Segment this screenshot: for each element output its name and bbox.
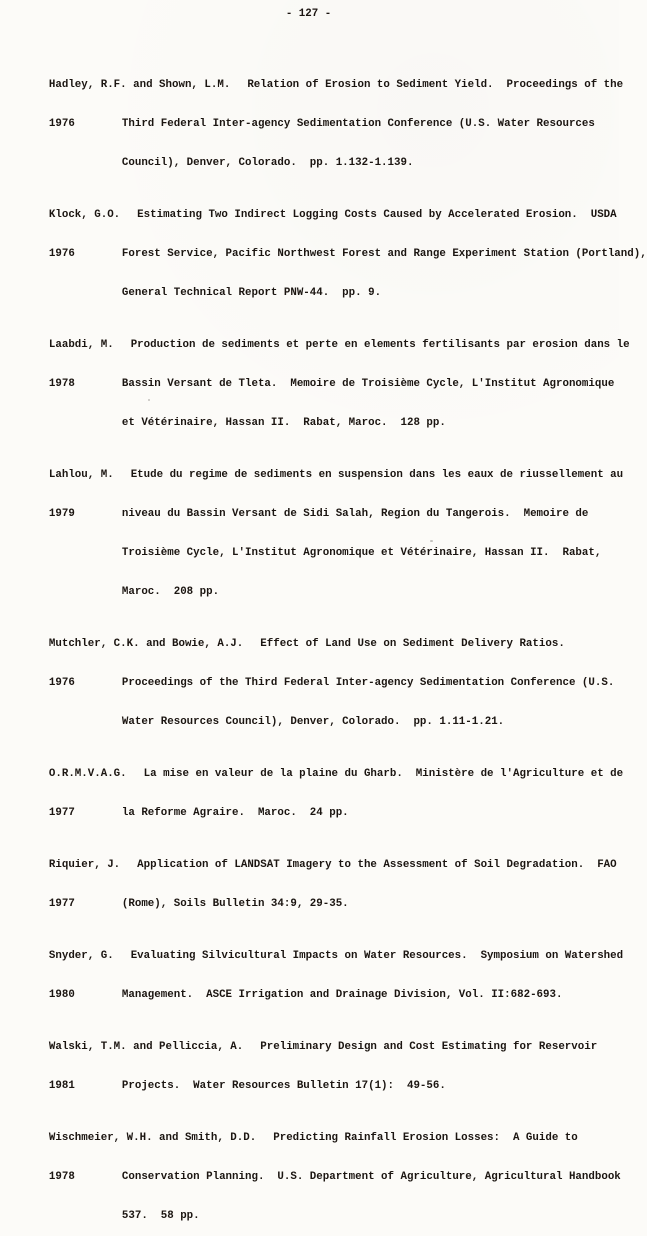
reference-line bbox=[10, 365, 617, 404]
reference-text-line: Bassin Versant de Tleta. Memoire de Troisième Cycle, L'Institut Agronomique bbox=[121, 378, 615, 390]
reference-line bbox=[10, 1197, 617, 1236]
reference-author: Klock, G.O. bbox=[48, 209, 121, 221]
reference-year: 1978 bbox=[48, 378, 75, 390]
reference-line bbox=[10, 274, 617, 313]
reference-text-line: Maroc. 208 pp. bbox=[121, 586, 220, 598]
reference-line bbox=[10, 1119, 617, 1158]
reference-entry bbox=[10, 1119, 621, 1236]
reference-author: Walski, T.M. and Pelliccia, A. bbox=[48, 1041, 244, 1053]
reference-line bbox=[10, 456, 624, 495]
reference-author: Hadley, R.F. and Shown, L.M. bbox=[48, 79, 231, 91]
reference-line bbox=[10, 703, 617, 742]
reference-text-line: Etude du regime de sediments en suspension dans les eaux de riussellement au bbox=[130, 469, 624, 481]
reference-text-line: General Technical Report PNW-44. pp. 9. bbox=[121, 287, 382, 299]
reference-line bbox=[10, 625, 617, 664]
reference-line bbox=[10, 534, 617, 573]
reference-entry bbox=[10, 456, 624, 612]
reference-year: 1981 bbox=[48, 1080, 75, 1092]
reference-line bbox=[10, 66, 624, 105]
reference-line bbox=[10, 1067, 617, 1106]
reference-year: 1980 bbox=[48, 989, 75, 1001]
reference-entry bbox=[10, 66, 624, 183]
reference-text-line: Council), Denver, Colorado. pp. 1.132-1.139. bbox=[121, 157, 414, 169]
reference-author: Mutchler, C.K. and Bowie, A.J. bbox=[48, 638, 244, 650]
reference-entry bbox=[10, 755, 624, 833]
reference-text-line: la Reforme Agraire. Maroc. 24 pp. bbox=[121, 807, 349, 819]
reference-author: Lahlou, M. bbox=[48, 469, 114, 481]
reference-text-line: Estimating Two Indirect Logging Costs Caused by Accelerated Erosion. USDA bbox=[137, 209, 617, 221]
reference-text-line: (Rome), Soils Bulletin 34:9, 29-35. bbox=[121, 898, 349, 910]
reference-entry bbox=[10, 326, 630, 443]
reference-text-line: Management. ASCE Irrigation and Drainage Division, Vol. II:682-693. bbox=[121, 989, 563, 1001]
reference-line bbox=[10, 846, 617, 885]
reference-line bbox=[10, 1158, 621, 1197]
reference-text-line: Third Federal Inter-agency Sedimentation Conference (U.S. Water Resources bbox=[121, 118, 595, 130]
scan-artifact bbox=[430, 540, 433, 542]
reference-text-line: Relation of Erosion to Sediment Yield. Proceedings of the bbox=[247, 79, 624, 91]
reference-line bbox=[10, 937, 624, 976]
reference-year: 1976 bbox=[48, 248, 75, 260]
reference-line bbox=[10, 885, 617, 924]
reference-entry bbox=[10, 196, 647, 313]
reference-text-line: Forest Service, Pacific Northwest Forest and Range Experiment Station (Portland), bbox=[121, 248, 647, 260]
reference-line bbox=[10, 1028, 617, 1067]
reference-text-line: Proceedings of the Third Federal Inter-agency Sedimentation Conference (U.S. bbox=[121, 677, 615, 689]
reference-line bbox=[10, 404, 617, 443]
reference-line bbox=[10, 794, 617, 833]
reference-text-line: Application of LANDSAT Imagery to the Assessment of Soil Degradation. FAO bbox=[137, 859, 617, 871]
reference-author: Snyder, G. bbox=[48, 950, 114, 962]
reference-author: O.R.M.V.A.G. bbox=[48, 768, 127, 780]
reference-line bbox=[10, 196, 617, 235]
reference-author: Laabdi, M. bbox=[48, 339, 114, 351]
reference-author: Riquier, J. bbox=[48, 859, 121, 871]
reference-text-line: La mise en valeur de la plaine du Gharb. Ministère de l'Agriculture et de bbox=[143, 768, 624, 780]
reference-text-line: Evaluating Silvicultural Impacts on Water Resources. Symposium on Watershed bbox=[130, 950, 624, 962]
reference-text-line: Effect of Land Use on Sediment Delivery Ratios. bbox=[260, 638, 565, 650]
reference-line bbox=[10, 326, 630, 365]
reference-text-line: Troisième Cycle, L'Institut Agronomique et Vétérinaire, Hassan II. Rabat, bbox=[121, 547, 602, 559]
reference-author: Wischmeier, W.H. and Smith, D.D. bbox=[48, 1132, 257, 1144]
reference-text-line: Preliminary Design and Cost Estimating for Reservoir bbox=[260, 1041, 598, 1053]
reference-text-line: Predicting Rainfall Erosion Losses: A Guide to bbox=[273, 1132, 578, 1144]
reference-line bbox=[10, 495, 617, 534]
reference-entry bbox=[10, 937, 624, 1015]
reference-line bbox=[10, 755, 624, 794]
reference-line bbox=[10, 976, 617, 1015]
reference-text-line: niveau du Bassin Versant de Sidi Salah, Region du Tangerois. Memoire de bbox=[121, 508, 589, 520]
reference-year: 1977 bbox=[48, 807, 75, 819]
reference-entry bbox=[10, 625, 617, 742]
reference-year: 1977 bbox=[48, 898, 75, 910]
reference-text-line: Water Resources Council), Denver, Colorado. pp. 1.11-1.21. bbox=[121, 716, 505, 728]
page-number: - 127 - bbox=[285, 8, 332, 20]
scan-artifact bbox=[148, 399, 150, 401]
reference-year: 1978 bbox=[48, 1171, 75, 1183]
reference-year: 1976 bbox=[48, 677, 75, 689]
reference-text-line: Production de sediments et perte en elements fertilisants par erosion dans le bbox=[130, 339, 630, 351]
reference-entry bbox=[10, 846, 617, 924]
reference-line bbox=[10, 144, 617, 183]
reference-text-line: Projects. Water Resources Bulletin 17(1): 49-56. bbox=[121, 1080, 446, 1092]
reference-line bbox=[10, 573, 617, 612]
reference-line bbox=[10, 235, 647, 274]
reference-entry bbox=[10, 1028, 617, 1106]
reference-line bbox=[10, 105, 617, 144]
reference-text-line: 537. 58 pp. bbox=[121, 1210, 200, 1222]
reference-text-line: Conservation Planning. U.S. Department of Agriculture, Agricultural Handbook bbox=[121, 1171, 621, 1183]
reference-year: 1976 bbox=[48, 118, 75, 130]
reference-line bbox=[10, 664, 617, 703]
reference-year: 1979 bbox=[48, 508, 75, 520]
reference-text-line: et Vétérinaire, Hassan II. Rabat, Maroc. 128 pp. bbox=[121, 417, 446, 429]
